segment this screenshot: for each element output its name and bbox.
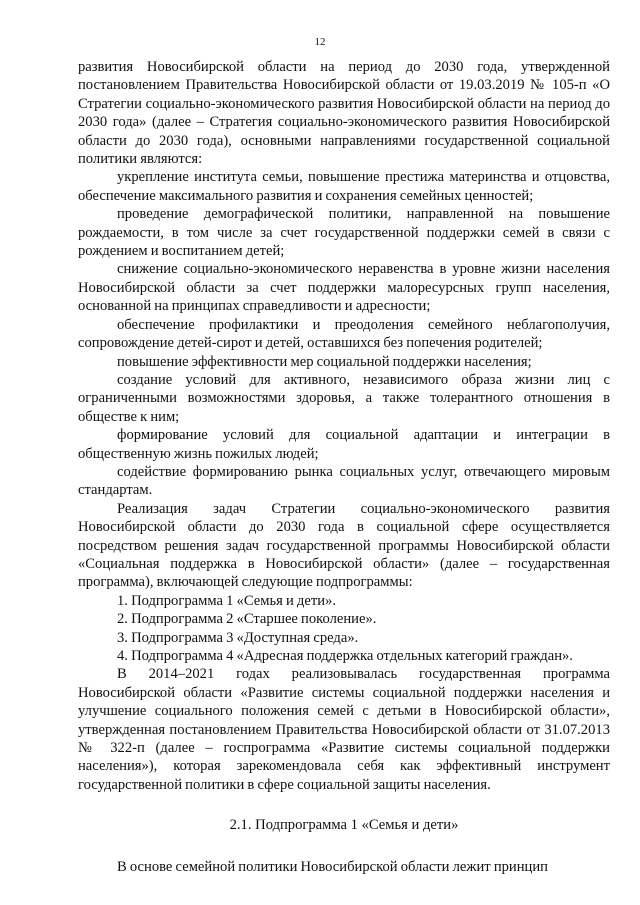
document-body [78, 58, 610, 876]
paragraph-demographic-policy: проведение демографической политики, направленной на повышение рождаемости, в том числе за счет государственной поддержки семей в связи с рождением и воспитанием детей; [78, 206, 610, 260]
paragraph-social-services-market: содействие формированию рынка социальных услуг, отвечающего мировым стандартам. [78, 463, 610, 499]
paragraph-family-policy-basis: В основе семейной политики Новосибирской области лежит принцип [117, 858, 548, 875]
subprogram-item-2: 2. Подпрограмма 2 «Старшее поколение». [117, 611, 377, 628]
paragraph-support-efficiency: повышение эффективности мер социальной поддержки населения; [117, 353, 532, 370]
paragraph-intro: развития Новосибирской области на период до 2030 года, утвержденной постановлением Правительства Новосибирской области от 19.03.2019 № 105-п «О Стратегии социально-экономического развития Новосибирской области на период до 2030 года» (далее – Стратегия социально-экономического развития Новосибирской области до 2030 года), основными направлениями государственной социальной политики являются: [78, 59, 610, 168]
paragraph-disability-conditions: создание условий для активного, независимого образа жизни лиц с ограниченными возможностями здоровья, а также толерантного отношения в обществе к ним; [78, 371, 610, 425]
subprogram-item-3: 3. Подпрограмма 3 «Доступная среда». [117, 629, 359, 646]
subprogram-item-4: 4. Подпрограмма 4 «Адресная поддержка отдельных категорий граждан». [117, 648, 573, 664]
paragraph-elderly-integration: формирование условий для социальной адаптации и интеграции в общественную жизнь пожилых людей; [78, 427, 610, 462]
section-heading: 2.1. Подпрограмма 1 «Семья и дети» [229, 817, 459, 834]
paragraph-inequality-reduction: снижение социально-экономического неравенства в уровне жизни населения Новосибирской области за счет поддержки малоресурсных групп населения, основанной на принципах справедливости и адресности; [78, 261, 610, 315]
paragraph-family-prevention: обеспечение профилактики и преодоления семейного неблагополучия, сопровождение детей-сирот и детей, оставшихся без попечения родителей; [78, 316, 610, 352]
paragraph-previous-program: В 2014–2021 годах реализовывалась государственная программа Новосибирской области «Развитие системы социальной поддержки населения и улучшение социального положения семей с детьми в Новосибирской области», утвержденная постановлением Правительства Новосибирской области от 31.07.2013 № 322-п (далее – госпрограмма «Развитие системы социальной поддержки населения»), которая зарекомендовала себя как эффективный инструмент государственной политики в сфере социальной защиты населения. [78, 666, 610, 793]
paragraph-strategy-implementation: Реализация задач Стратегии социально-экономического развития Новосибирской области до 2030 года в социальной сфере осуществляется посредством решения задач государственной программы Новосибирской области «Социальная поддержка в Новосибирской области» (далее – государственная программа), включающей следующие подпрограммы: [78, 500, 610, 591]
paragraph-family-institution: укрепление института семьи, повышение престижа материнства и отцовства, обеспечение максимального развития и сохранения семейных ценностей; [78, 169, 610, 204]
page-number: 12 [314, 36, 326, 48]
subprogram-item-1: 1. Подпрограмма 1 «Семья и дети». [117, 592, 336, 609]
